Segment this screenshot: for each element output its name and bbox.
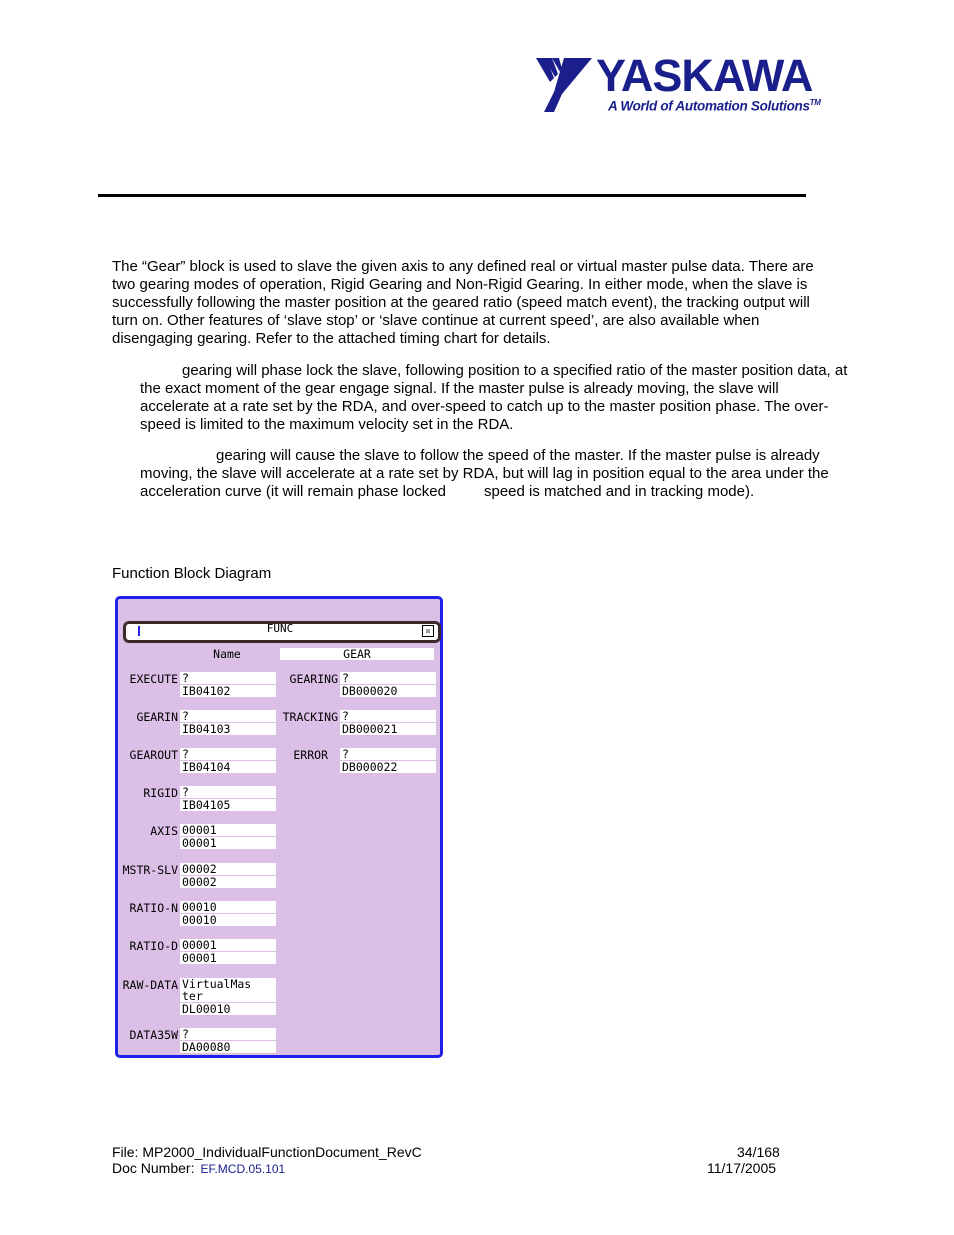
input-value-raw-data-3[interactable]: DL00010 — [180, 1003, 276, 1015]
input-label-ratio-n: RATIO-N — [129, 901, 178, 915]
nonrigid-gearing-paragraph: gearing will cause the slave to follow the speed of the master. If the master pulse is already moving, the slave will accelerate at a rate set by RDA, but will lag in position equal to the area under the acceleration curve (it will remain phase locked speed is matched and in tracking mode). — [140, 447, 829, 500]
input-value-gearout-1[interactable]: ? — [180, 748, 276, 760]
input-value-data35w-2[interactable]: DA00080 — [180, 1041, 276, 1053]
logo-wordmark: YASKAWA — [596, 50, 813, 101]
output-value-tracking-1[interactable]: ? — [340, 710, 436, 722]
input-value-raw-data-1[interactable]: VirtualMas — [180, 978, 276, 990]
input-value-mstr-slv-1[interactable]: 00002 — [180, 863, 276, 875]
output-value-gearing-1[interactable]: ? — [340, 672, 436, 684]
input-label-gearin: GEARIN — [136, 710, 178, 724]
input-value-data35w-1[interactable]: ? — [180, 1028, 276, 1040]
input-label-axis: AXIS — [150, 824, 178, 838]
footer-doc-number: Doc Number: EF.MCD.05.101 — [112, 1160, 286, 1176]
input-label-execute: EXECUTE — [129, 672, 178, 686]
input-value-axis-1[interactable]: 00001 — [180, 824, 276, 836]
footer-file: File: MP2000_IndividualFunctionDocument_RevC — [112, 1144, 422, 1160]
function-block-header[interactable] — [123, 621, 441, 643]
output-value-error-1[interactable]: ? — [340, 748, 436, 760]
name-value[interactable]: GEAR — [280, 648, 434, 660]
output-label-tracking: TRACKING — [282, 710, 338, 724]
output-value-gearing-2[interactable]: DB000020 — [340, 685, 436, 697]
input-value-rigid-2[interactable]: IB04105 — [180, 799, 276, 811]
output-value-error-2[interactable]: DB000022 — [340, 761, 436, 773]
footer-page-number: 34/168 — [737, 1144, 780, 1160]
input-value-gearin-2[interactable]: IB04103 — [180, 723, 276, 735]
input-value-gearin-1[interactable]: ? — [180, 710, 276, 722]
input-label-data35w: DATA35W — [129, 1028, 178, 1042]
input-label-mstr-slv: MSTR-SLV — [122, 863, 178, 877]
input-value-raw-data-2[interactable]: ter — [180, 990, 276, 1002]
func-title: FUNC — [266, 622, 294, 635]
yaskawa-logo — [530, 50, 830, 120]
input-value-ratio-n-1[interactable]: 00010 — [180, 901, 276, 913]
diagram-caption: Function Block Diagram — [112, 565, 272, 582]
input-value-axis-2[interactable]: 00001 — [180, 837, 276, 849]
input-value-ratio-d-1[interactable]: 00001 — [180, 939, 276, 951]
function-block-header-field — [138, 622, 420, 636]
input-value-gearout-2[interactable]: IB04104 — [180, 761, 276, 773]
header-rule — [98, 194, 806, 197]
input-value-ratio-d-2[interactable]: 00001 — [180, 952, 276, 964]
output-value-tracking-2[interactable]: DB000021 — [340, 723, 436, 735]
input-value-rigid-1[interactable]: ? — [180, 786, 276, 798]
input-label-raw-data: RAW-DATA — [122, 978, 178, 992]
input-label-gearout: GEAROUT — [129, 748, 178, 762]
name-label: Name — [213, 647, 241, 661]
intro-paragraph: The “Gear” block is used to slave the given axis to any defined real or virtual master pulse data. There are two gearing modes of operation, Rigid Gearing and Non-Rigid Gearing. In either mode, when the slave is successfully following the master position at the geared ratio (speed match event), the tracking output will turn on. Other features of ‘slave stop’ or ‘slave continue at current speed’, are also available when disengaging gearing. Refer to the attached timing chart for details. — [112, 258, 814, 347]
output-label-gearing: GEARING — [289, 672, 338, 686]
input-value-execute-1[interactable]: ? — [180, 672, 276, 684]
input-value-execute-2[interactable]: IB04102 — [180, 685, 276, 697]
input-label-rigid: RIGID — [143, 786, 178, 800]
yaskawa-logo-mark-icon — [532, 54, 594, 116]
rigid-gearing-paragraph: gearing will phase lock the slave, following position to a specified ratio of the master position data, at the exact moment of the gear engage signal. If the master pulse is already moving, the slave will accelerate at a rate set by the RDA, and over-speed to catch up to the master position phase. The over-speed is limited to the maximum velocity set in the RDA. — [140, 362, 848, 433]
logo-tagline: A World of Automation Solutions™ — [608, 98, 821, 114]
input-value-mstr-slv-2[interactable]: 00002 — [180, 876, 276, 888]
close-icon[interactable]: ☒ — [422, 625, 434, 637]
output-label-error: ERROR — [293, 748, 328, 762]
input-label-ratio-d: RATIO-D — [129, 939, 178, 953]
input-value-ratio-n-2[interactable]: 00010 — [180, 914, 276, 926]
footer-date: 11/17/2005 — [707, 1160, 777, 1176]
function-block[interactable] — [115, 596, 443, 1058]
